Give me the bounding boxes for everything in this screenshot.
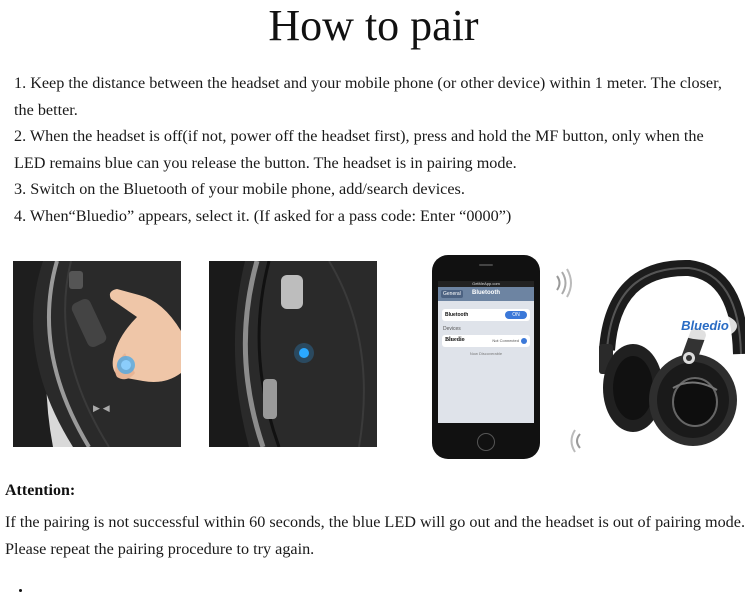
device-name: Bluedio [445,337,465,343]
phone-bluetooth-screen [432,255,540,459]
back-button[interactable]: General [443,291,461,297]
bluetooth-toggle[interactable]: ON [505,311,527,319]
attention-text: If the pairing is not successful within 60 seconds, the blue LED will go out and the headset is out of pairing mode. Please repeat the pairing procedure to try again. [5,513,745,558]
signal-waves-icon [553,268,575,298]
step-2: 2. When the headset is off(if not, power off the headset first), press and hold the MF button, only when the LED remains blue can you release the button. The headset is in pairing mode. [14,127,704,172]
attention-heading: Attention: [5,482,76,499]
step-4: 4. When“Bluedio” appears, select it. (If asked for a pass code: Enter “0000”) [14,206,512,225]
headphones-photo [593,258,745,458]
page-title: How to pair [268,1,479,50]
headphones-brand-logo: Bluedio [681,318,729,333]
home-button [477,433,495,451]
device-status: Not Connected [492,338,519,343]
signal-waves-icon-2 [568,428,584,454]
pairing-steps [14,70,739,230]
phone-url-bar: GetMeApp.com [438,281,534,287]
device-row[interactable] [442,335,530,347]
info-icon[interactable] [521,338,527,344]
screen-header: Bluetooth [472,290,500,296]
devices-label: Devices [443,326,461,332]
step-3: 3. Switch on the Bluetooth of your mobile phone, add/search devices. [14,180,465,199]
press-button-photo [13,261,181,447]
bluetooth-label: Bluetooth [445,312,469,318]
blue-led-photo [209,261,377,447]
bullet-dot [19,589,22,592]
svg-text:▶ ◀: ▶ ◀ [93,404,110,414]
step-1: 1. Keep the distance between the headset and your mobile phone (or other device) within 1 meter. The closer, the better. [14,74,722,119]
discoverable-text: Now Discoverable [469,351,503,356]
